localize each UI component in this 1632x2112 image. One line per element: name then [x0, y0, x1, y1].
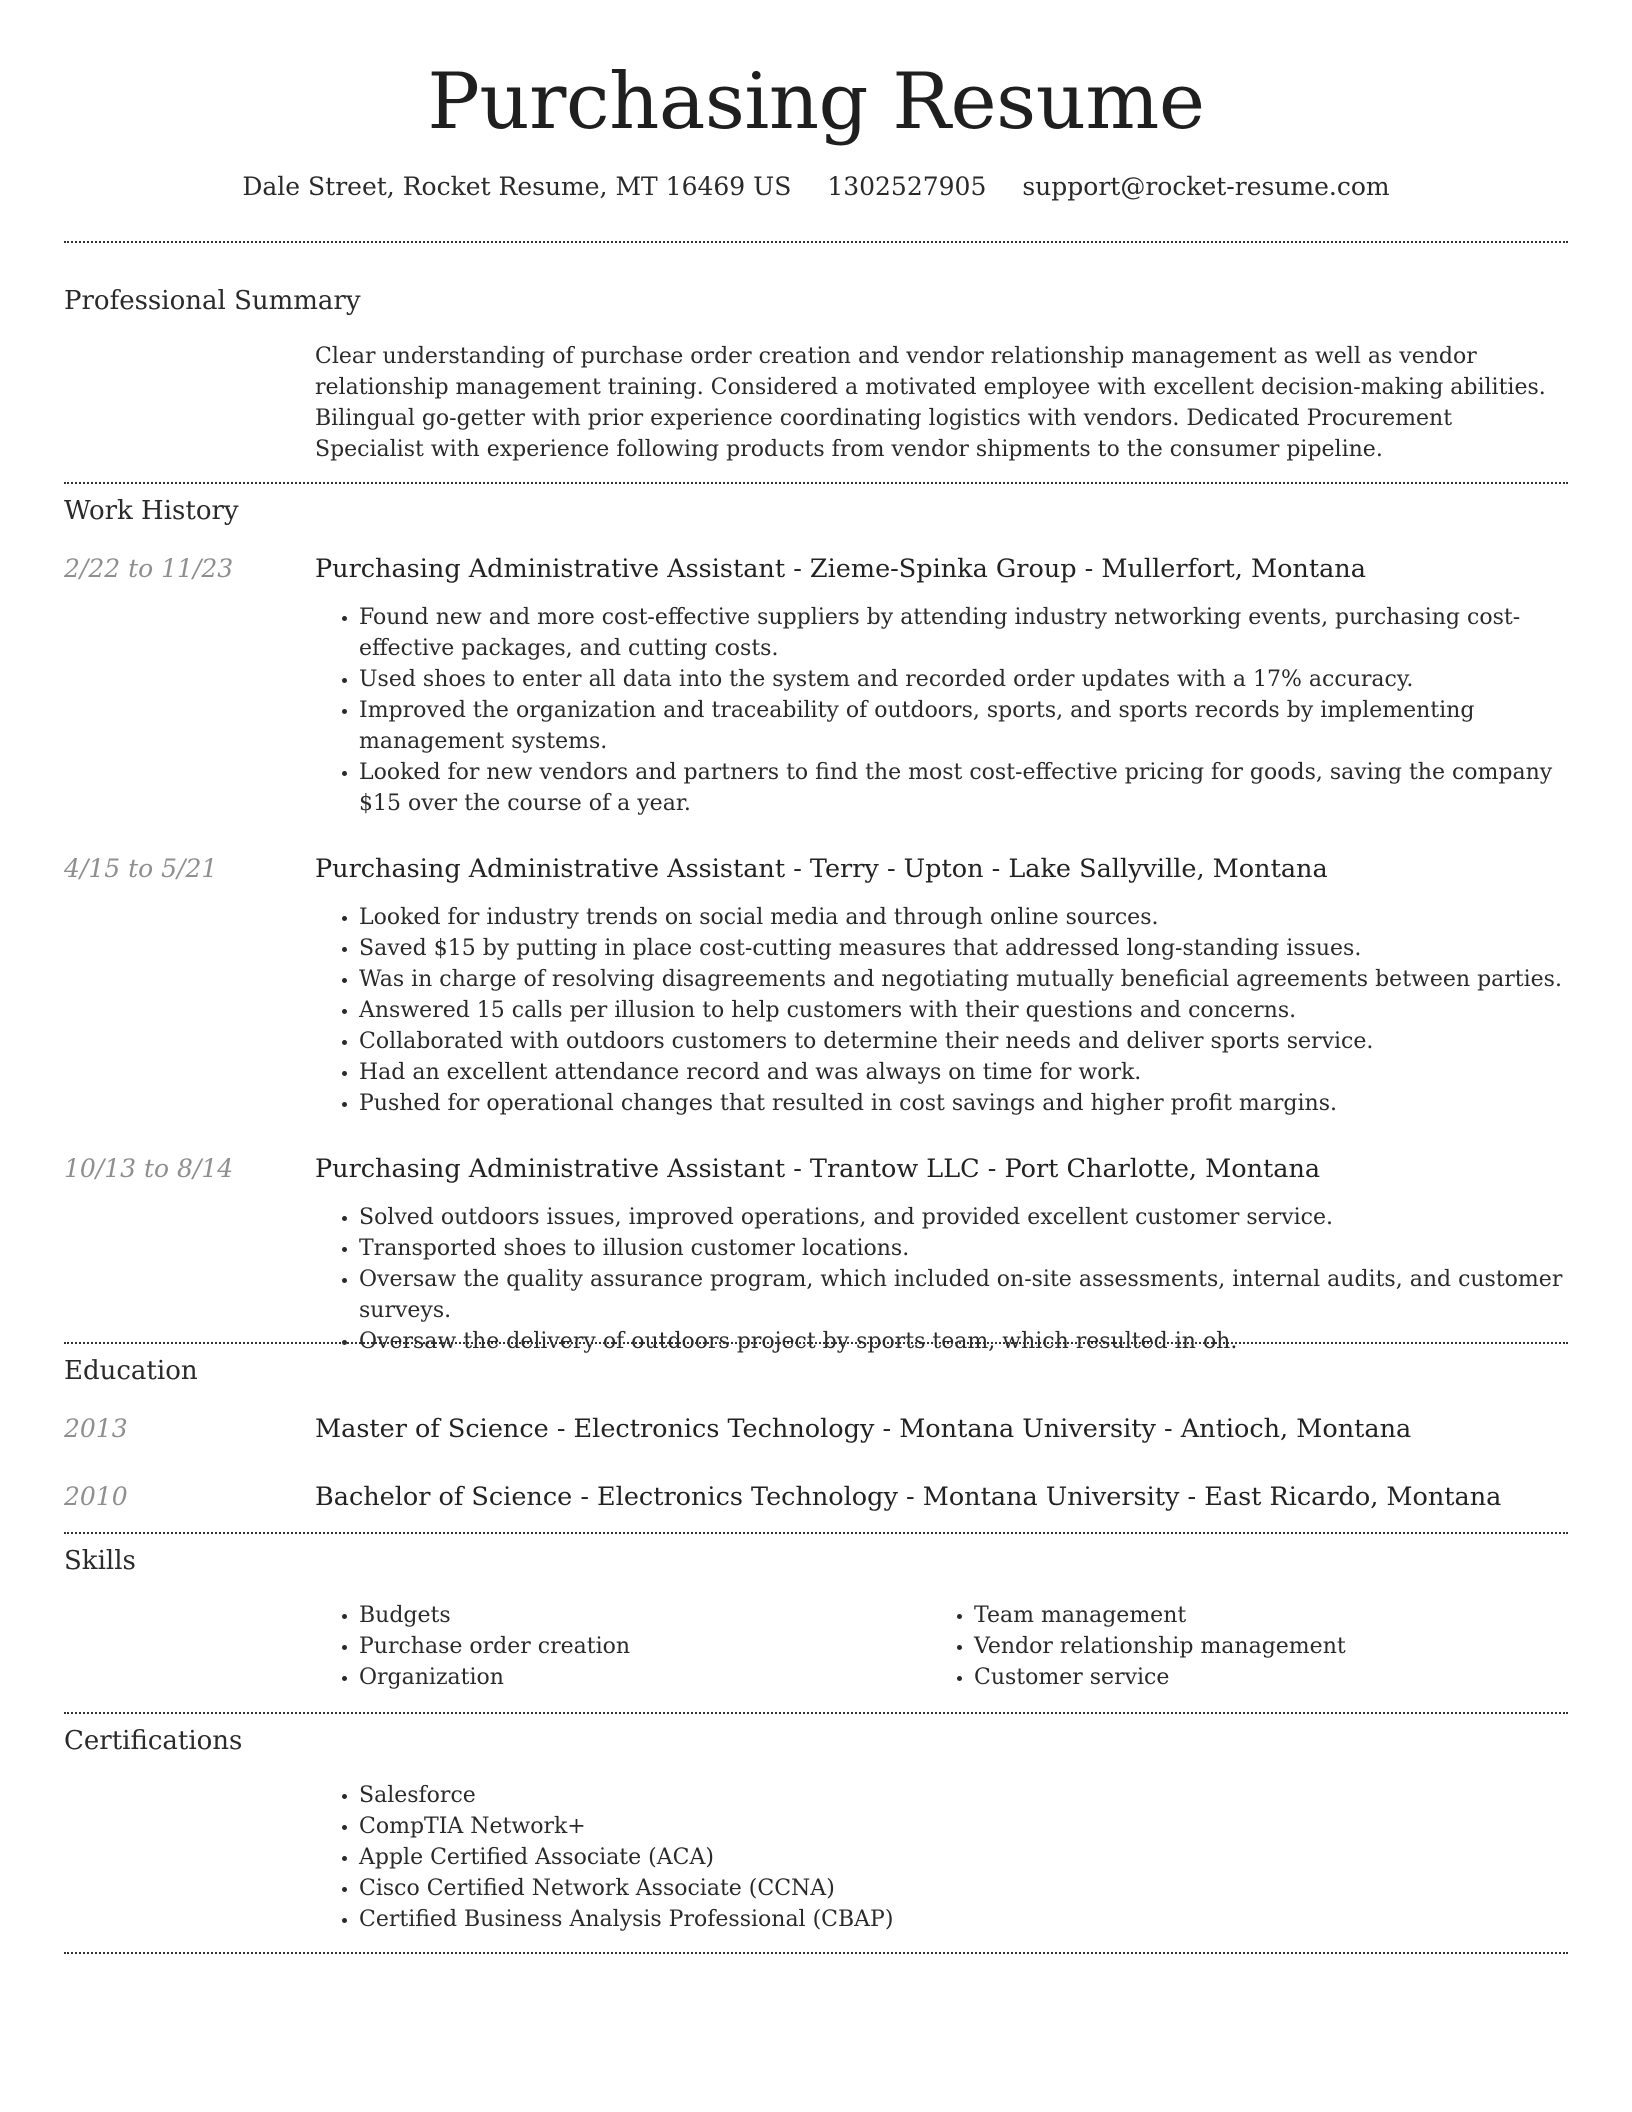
education-year: 2010	[64, 1482, 128, 1511]
skills-list-left	[315, 1600, 915, 1693]
summary-text: Clear understanding of purchase order creation and vendor relationship management as well as vendor relationship management training. Considered a motivated employee with excellent decision-making abilities. Bilingual go-getter with prior experience coordinating logistics with vendors. Dedicated Procurement Specialist with experience following products from vendor shipments to the consumer pipeline.	[315, 344, 1546, 462]
list-item: • Transported shoes to illusion customer locations.	[359, 1233, 1568, 1264]
divider	[64, 241, 1568, 243]
job-bullets	[315, 1202, 1568, 1357]
education-year: 2013	[64, 1414, 128, 1443]
list-item: • Vendor relationship management	[974, 1631, 1560, 1662]
list-item: • Used shoes to enter all data into the system and recorded order updates with a 17% accuracy.	[359, 664, 1568, 695]
list-item: • Purchase order creation	[359, 1631, 915, 1662]
list-item: • Team management	[974, 1600, 1560, 1631]
job-bullets	[315, 902, 1568, 1119]
list-item: • Had an excellent attendance record and was always on time for work.	[359, 1057, 1568, 1088]
list-item: • Looked for new vendors and partners to find the most cost-effective pricing for goods, saving the company $15 over the course of a year.	[359, 757, 1568, 819]
list-item: • Cisco Certified Network Associate (CCNA)	[359, 1873, 1568, 1904]
job-title: Purchasing Administrative Assistant - Zieme-Spinka Group - Mullerfort, Montana	[315, 554, 1366, 584]
job-title: Purchasing Administrative Assistant - Trantow LLC - Port Charlotte, Montana	[315, 1154, 1321, 1184]
section-title-certifications: Certifications	[64, 1726, 243, 1756]
job-dates: 2/22 to 11/23	[64, 554, 234, 583]
list-item: • Budgets	[359, 1600, 915, 1631]
job-bullets	[315, 602, 1568, 819]
list-item: • Was in charge of resolving disagreements and negotiating mutually beneficial agreements between parties.	[359, 964, 1568, 995]
list-item: • Improved the organization and traceability of outdoors, sports, and sports records by implementing management systems.	[359, 695, 1568, 757]
list-item: • Found new and more cost-effective suppliers by attending industry networking events, purchasing cost-effective packages, and cutting costs.	[359, 602, 1568, 664]
education-title: Master of Science - Electronics Technology - Montana University - Antioch, Montana	[315, 1414, 1412, 1444]
list-item: • Saved $15 by putting in place cost-cutting measures that addressed long-standing issues.	[359, 933, 1568, 964]
page-title: Purchasing Resume	[427, 57, 1205, 147]
list-item: • Collaborated with outdoors customers to determine their needs and deliver sports service.	[359, 1026, 1568, 1057]
list-item: • Certified Business Analysis Professional (CBAP)	[359, 1904, 1568, 1935]
contact-email[interactable]: support@rocket-resume.com	[1022, 172, 1390, 201]
list-item: • Looked for industry trends on social media and through online sources.	[359, 902, 1568, 933]
skills-list-right	[930, 1600, 1560, 1693]
list-item: • Customer service	[974, 1662, 1560, 1693]
section-title-education: Education	[64, 1356, 198, 1386]
list-item: • Solved outdoors issues, improved operations, and provided excellent customer service.	[359, 1202, 1568, 1233]
list-item: • Oversaw the delivery of outdoors project by sports team, which resulted in oh.	[359, 1326, 1568, 1357]
job-title: Purchasing Administrative Assistant - Terry - Upton - Lake Sallyville, Montana	[315, 854, 1328, 884]
divider	[64, 482, 1568, 484]
list-item: • CompTIA Network+	[359, 1811, 1568, 1842]
divider	[64, 1952, 1568, 1954]
list-item: • Oversaw the quality assurance program, which included on-site assessments, internal audits, and customer surveys.	[359, 1264, 1568, 1326]
contact-line	[64, 170, 1568, 204]
job-dates: 10/13 to 8/14	[64, 1154, 234, 1183]
divider	[64, 1712, 1568, 1714]
list-item: • Pushed for operational changes that resulted in cost savings and higher profit margins.	[359, 1088, 1568, 1119]
divider	[64, 1342, 1568, 1344]
list-item: • Apple Certified Associate (ACA)	[359, 1842, 1568, 1873]
education-title: Bachelor of Science - Electronics Technology - Montana University - East Ricardo, Montana	[315, 1482, 1502, 1512]
contact-address: Dale Street, Rocket Resume, MT 16469 US	[242, 172, 792, 201]
section-title-summary: Professional Summary	[64, 286, 361, 316]
job-dates: 4/15 to 5/21	[64, 854, 218, 883]
section-title-work-history: Work History	[64, 496, 239, 526]
contact-phone: 1302527905	[827, 172, 987, 201]
list-item: • Answered 15 calls per illusion to help customers with their questions and concerns.	[359, 995, 1568, 1026]
certifications-list	[315, 1780, 1568, 1935]
divider	[64, 1532, 1568, 1534]
list-item: • Organization	[359, 1662, 915, 1693]
section-title-skills: Skills	[64, 1546, 136, 1576]
list-item: • Salesforce	[359, 1780, 1568, 1811]
